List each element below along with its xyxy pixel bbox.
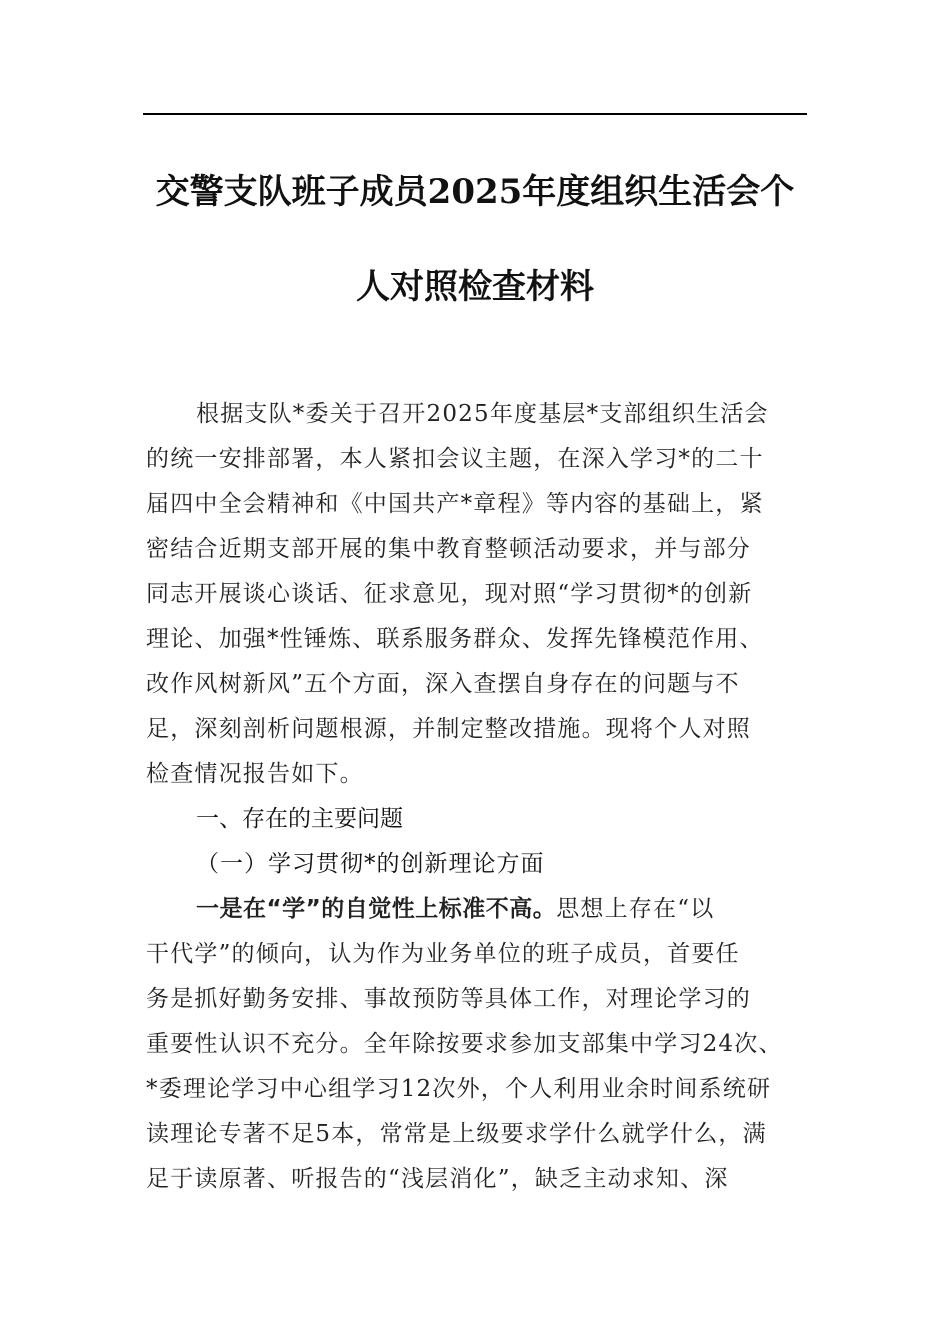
point-1-lead: 一是在“学”的自觉性上标准不高。 bbox=[196, 896, 557, 922]
point-1-line: 务是抓好勤务安排、事故预防等具体工作，对理论学习的 bbox=[146, 986, 751, 1012]
point-1-line: 重要性认识不充分。全年除按要求参加支部集中学习24次、 bbox=[146, 1031, 783, 1057]
intro-line: 届四中全会精神和《中国共产*章程》等内容的基础上，紧 bbox=[146, 491, 764, 517]
intro-line: 根据支队*委关于召开2025年度基层*支部组织生活会 bbox=[196, 401, 769, 427]
intro-line: 同志开展谈心谈话、征求意见，现对照“学习贯彻*的创新 bbox=[146, 581, 753, 607]
point-1-line: 读理论专著不足5本，常常是上级要求学什么就学什么，满 bbox=[146, 1121, 767, 1147]
intro-line: 足，深刻剖析问题根源，并制定整改措施。现将个人对照 bbox=[146, 716, 751, 742]
point-1-line: 足于读原著、听报告的“浅层消化”，缺乏主动求知、深 bbox=[146, 1166, 729, 1192]
point-1-line: 干代学”的倾向，认为作为业务单位的班子成员，首要任 bbox=[146, 941, 740, 967]
subsection-heading: （一）学习贯彻*的创新理论方面 bbox=[196, 851, 545, 877]
intro-line: 改作风树新风”五个方面，深入查摆自身存在的问题与不 bbox=[146, 671, 740, 697]
document-title-line-2: 人对照检查材料 bbox=[356, 267, 594, 307]
intro-line: 理论、加强*性锤炼、联系服务群众、发挥先锋模范作用、 bbox=[146, 626, 764, 652]
intro-line: 密结合近期支部开展的集中教育整顿活动要求，并与部分 bbox=[146, 536, 751, 562]
point-1-first-line bbox=[196, 887, 808, 932]
document-title-line-1: 交警支队班子成员2025年度组织生活会个 bbox=[155, 172, 795, 212]
intro-line: 检查情况报告如下。 bbox=[146, 761, 364, 787]
header-rule bbox=[143, 113, 807, 115]
intro-line: 的统一安排部署，本人紧扣会议主题，在深入学习*的二十 bbox=[146, 446, 764, 472]
point-1-first-line-rest: 思想上存在“以 bbox=[556, 896, 715, 922]
section-heading: 一、存在的主要问题 bbox=[196, 806, 403, 832]
point-1-line: *委理论学习中心组学习12次外，个人利用业余时间系统研 bbox=[146, 1076, 772, 1102]
